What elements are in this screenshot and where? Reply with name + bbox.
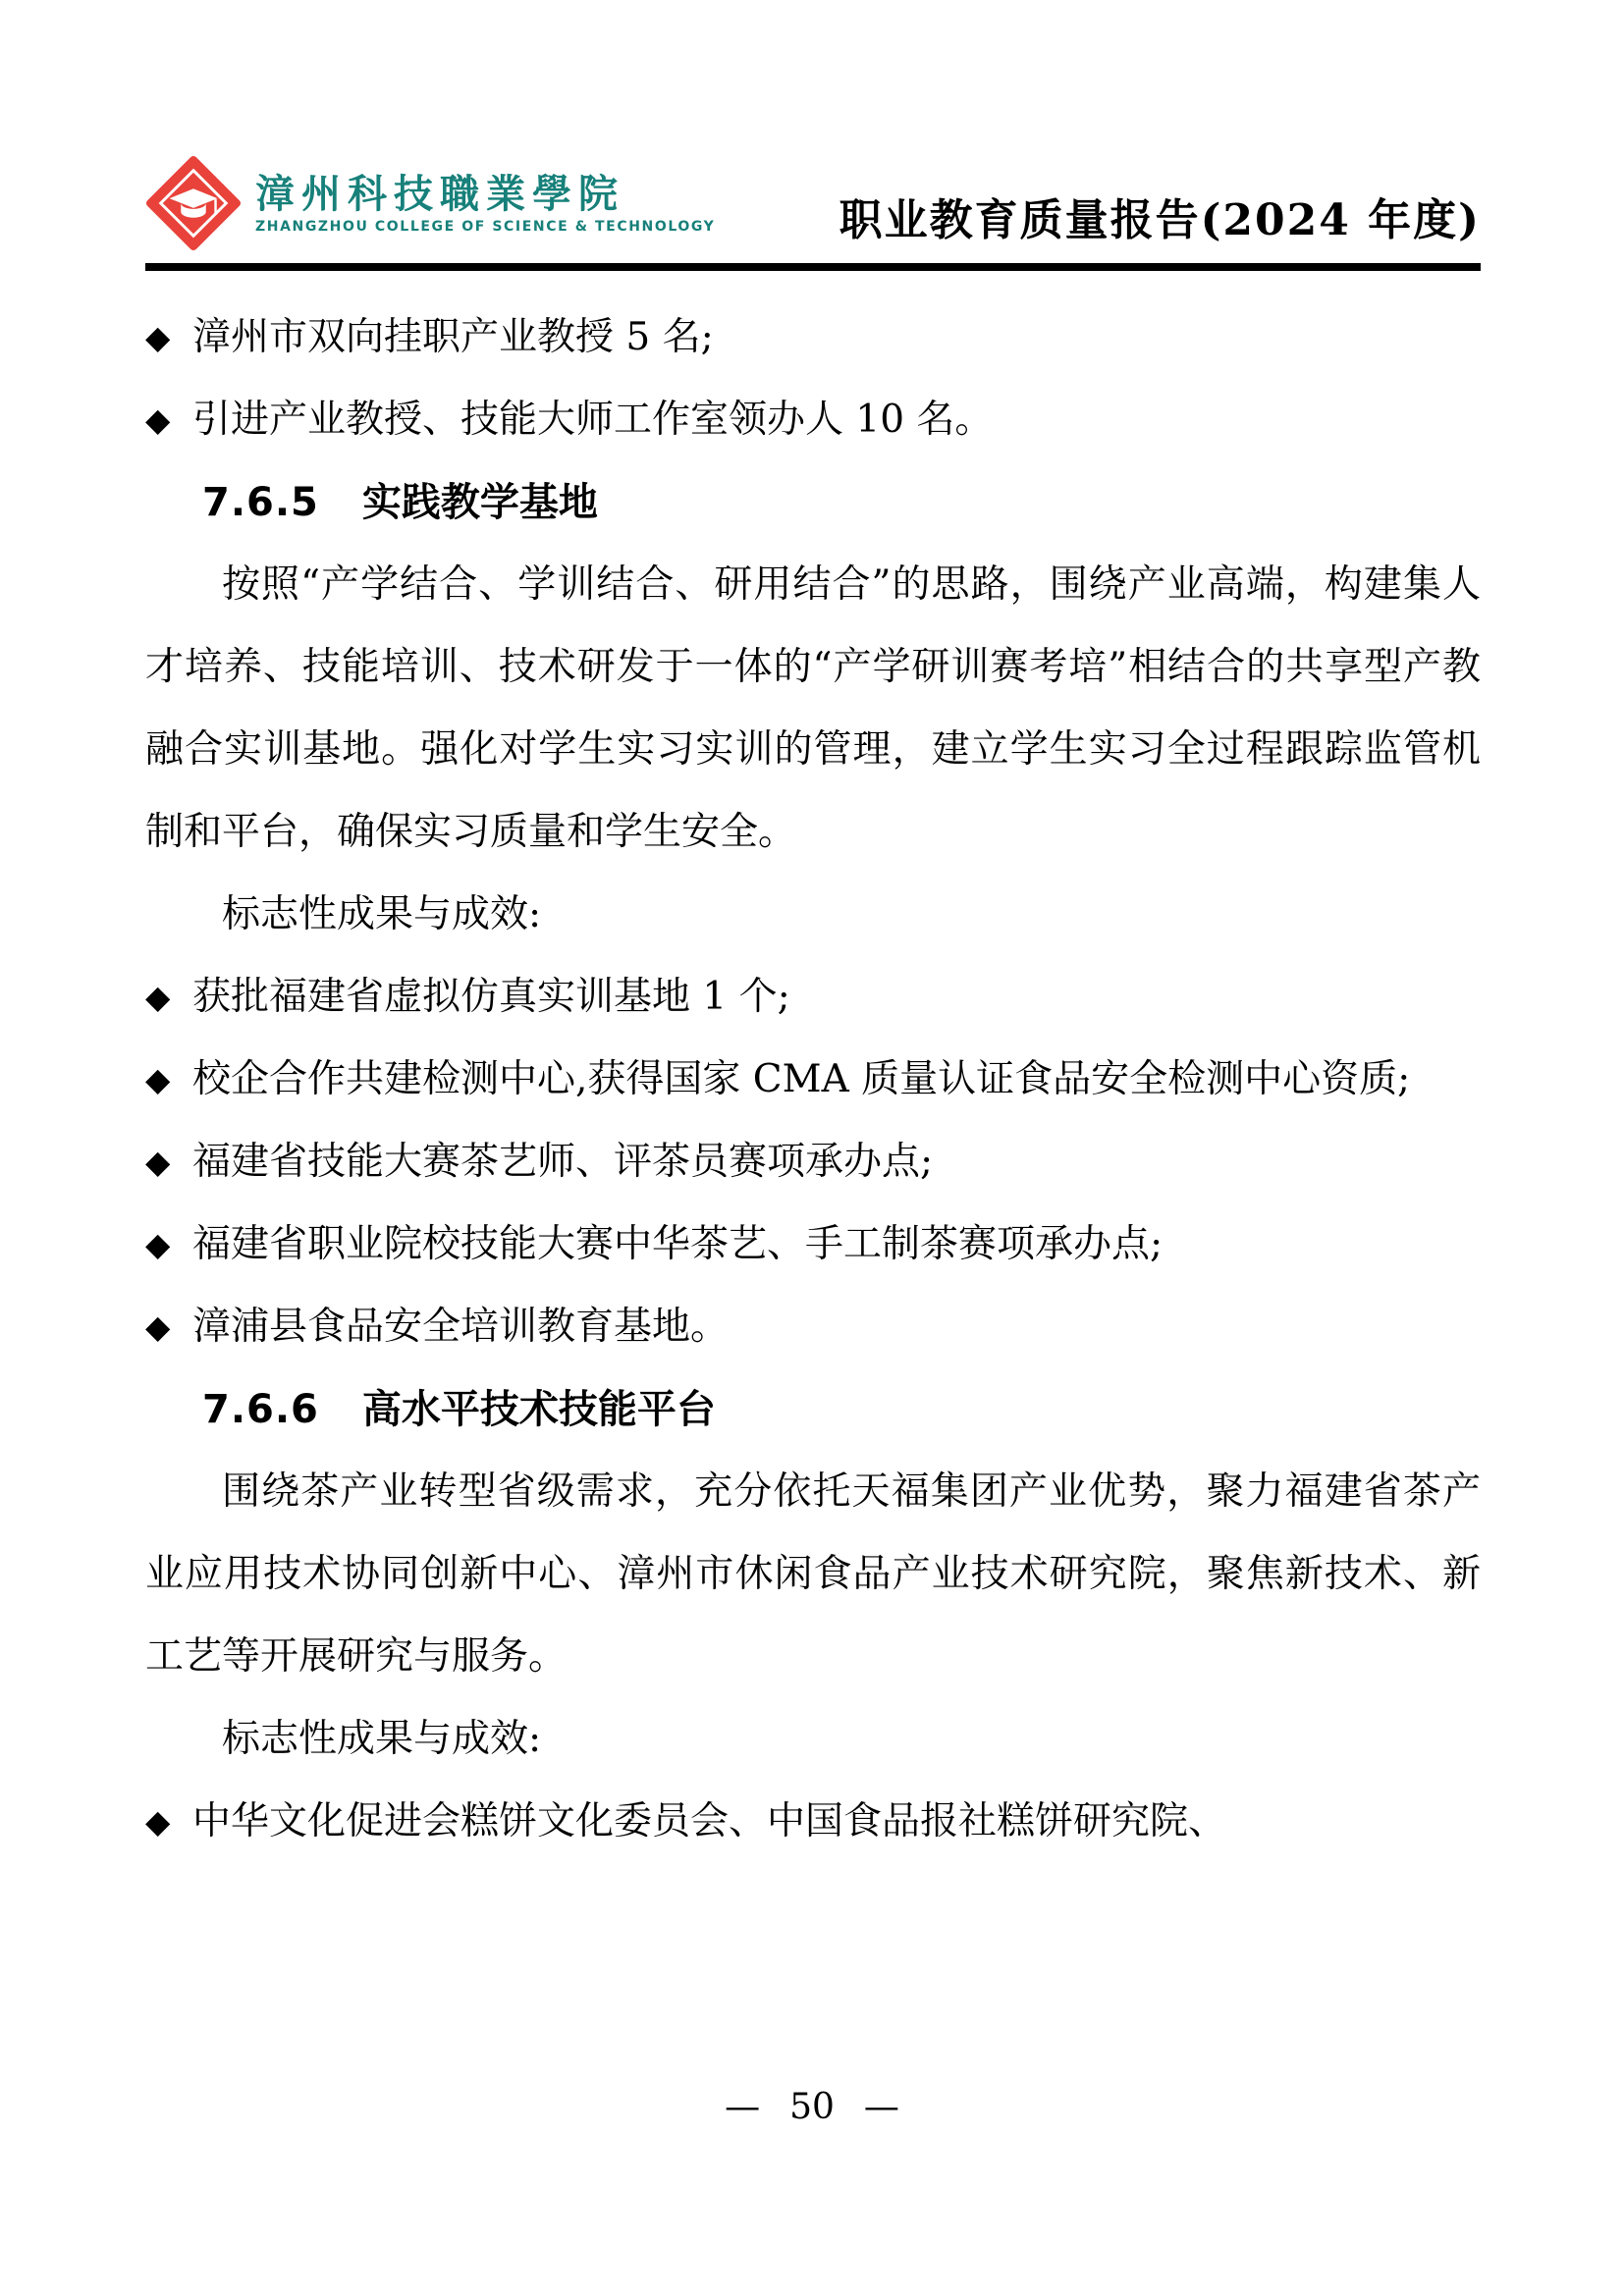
diamond-bullet-icon: ◆ bbox=[145, 978, 171, 1016]
paragraph-766: 围绕茶产业转型省级需求，充分依托天福集团产业优势，聚力福建省茶产业应用技术协同创新中心、漳州市休闲食品产业技术研究院，聚焦新技术、新工艺等开展研究与服务。 bbox=[145, 1469, 1481, 1679]
page-header bbox=[145, 0, 1481, 251]
header-rule bbox=[145, 263, 1481, 271]
diamond-bullet-icon: ◆ bbox=[145, 1225, 171, 1263]
section-heading-766 bbox=[145, 1368, 1481, 1451]
college-logo bbox=[145, 155, 715, 251]
diamond-bullet-icon: ◆ bbox=[145, 400, 171, 439]
diamond-bullet-icon: ◆ bbox=[145, 1802, 171, 1841]
page-footer bbox=[0, 2087, 1624, 2127]
list-item-text: 福建省技能大赛茶艺师、评茶员赛项承办点; bbox=[192, 1140, 934, 1184]
footer-dash-right: — bbox=[863, 2087, 899, 2127]
college-name-en: ZHANGZHOU COLLEGE OF SCIENCE & TECHNOLOGY bbox=[255, 218, 716, 235]
list-item bbox=[145, 1203, 1481, 1286]
section-heading-765 bbox=[145, 461, 1481, 544]
list-item bbox=[145, 956, 1481, 1039]
page-number: 50 bbox=[789, 2087, 835, 2127]
report-title: 职业教育质量报告(2024 年度) bbox=[839, 195, 1481, 245]
section-title: 高水平技术技能平台 bbox=[361, 1387, 716, 1432]
list-item-text: 漳浦县食品安全培训教育基地。 bbox=[192, 1305, 730, 1349]
list-item bbox=[145, 1039, 1481, 1121]
diamond-bullet-icon: ◆ bbox=[145, 318, 171, 356]
list-item-text: 福建省职业院校技能大赛中华茶艺、手工制茶赛项承办点; bbox=[192, 1222, 1164, 1266]
paragraph-765: 按照“产学结合、学训结合、研用结合”的思路，围绕产业高端，构建集人才培养、技能培训、技术研发于一体的“产学研训赛考培”相结合的共享型产教融合实训基地。强化对学生实习实训的管理，建立学生实习全过程跟踪监管机制和平台，确保实习质量和学生安全。 bbox=[145, 562, 1481, 854]
list-item bbox=[145, 296, 1481, 379]
list-item-text: 中华文化促进会糕饼文化委员会、中国食品报社糕饼研究院、 bbox=[192, 1799, 1227, 1843]
list-item-text: 获批福建省虚拟仿真实训基地 1 个; bbox=[192, 975, 790, 1019]
list-item-text: 校企合作共建检测中心,获得国家 CMA 质量认证食品安全检测中心资质; bbox=[192, 1057, 1411, 1101]
list-item bbox=[145, 1286, 1481, 1368]
college-name bbox=[255, 170, 716, 235]
footer-dash-left: — bbox=[725, 2087, 761, 2127]
page-content bbox=[145, 296, 1481, 1863]
diamond-bullet-icon: ◆ bbox=[145, 1060, 171, 1098]
section-title: 实践教学基地 bbox=[361, 480, 598, 525]
diamond-bullet-icon: ◆ bbox=[145, 1308, 171, 1346]
list-item-text: 引进产业教授、技能大师工作室领办人 10 名。 bbox=[192, 398, 994, 442]
list-item bbox=[145, 379, 1481, 461]
college-name-cn: 漳州科技職業學院 bbox=[255, 170, 624, 217]
achievements-label-766: 标志性成果与成效: bbox=[222, 1717, 542, 1761]
section-number: 7.6.5 bbox=[202, 480, 319, 525]
diamond-bullet-icon: ◆ bbox=[145, 1143, 171, 1181]
achievements-label-765: 标志性成果与成效: bbox=[222, 892, 542, 936]
list-item bbox=[145, 1781, 1481, 1863]
section-number: 7.6.6 bbox=[202, 1387, 319, 1432]
college-emblem-icon bbox=[145, 155, 242, 251]
list-item-text: 漳州市双向挂职产业教授 5 名; bbox=[192, 315, 714, 359]
list-item bbox=[145, 1121, 1481, 1203]
